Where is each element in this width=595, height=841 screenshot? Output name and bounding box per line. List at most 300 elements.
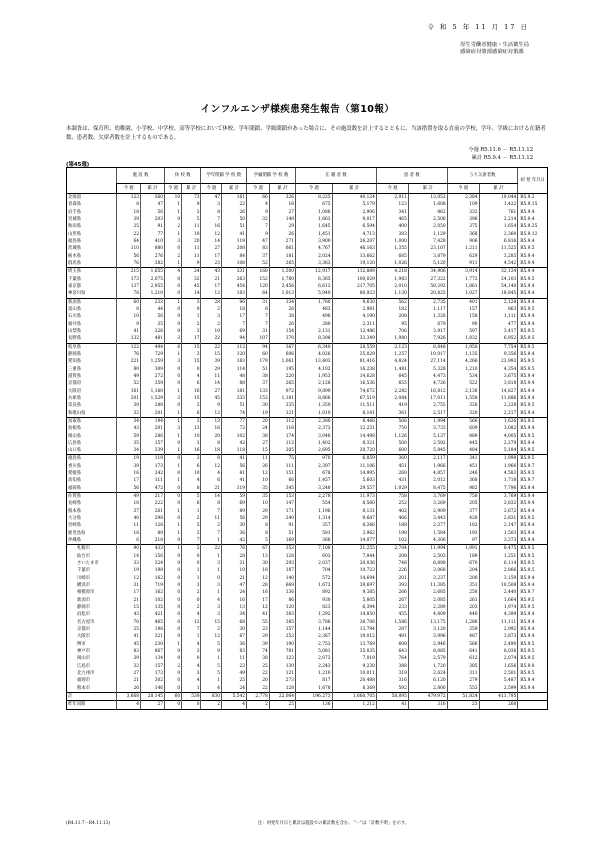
- cell-value: 1,355: [376, 245, 408, 252]
- cell-value: 11,886: [479, 395, 518, 402]
- cell-value: 196,273: [296, 692, 332, 700]
- cell-value: 7: [247, 321, 270, 328]
- cell-value: 367: [269, 343, 295, 351]
- cell-value: 2,685: [408, 589, 447, 596]
- cell-value: 9: [182, 201, 201, 208]
- cell-value: 3,996: [408, 633, 447, 640]
- cell-value: 455: [376, 611, 408, 618]
- cell-value: 2,599: [479, 685, 518, 693]
- cell-value: 279: [447, 677, 479, 684]
- cell-value: 156: [141, 553, 165, 560]
- row-label: 沖縄県: [67, 537, 117, 545]
- cell-value: 496: [296, 313, 332, 320]
- cell-value: 2,490: [479, 641, 518, 648]
- cell-value: 217: [141, 493, 165, 501]
- cell-value: 66: [247, 194, 270, 202]
- cell-value: 685: [376, 253, 408, 260]
- cell-value: 72: [221, 425, 246, 432]
- cell-value: 1,126: [376, 433, 408, 440]
- first-report-date: [518, 692, 548, 700]
- cell-value: 4,542: [479, 260, 518, 268]
- cell-value: 259: [447, 626, 479, 633]
- cell-value: 91: [141, 223, 165, 230]
- row-label: 計: [67, 692, 117, 700]
- cell-value: 7: [201, 508, 222, 515]
- cell-value: 333: [221, 395, 246, 402]
- cell-value: 182: [447, 522, 479, 529]
- cell-value: 158: [447, 313, 479, 320]
- cell-value: 1: [165, 410, 182, 418]
- cell-value: 41: [221, 477, 246, 484]
- cell-value: 341: [447, 455, 479, 463]
- cell-value: 157: [447, 306, 479, 313]
- cell-value: 26: [269, 231, 295, 238]
- table-row: [67, 604, 548, 611]
- col-grade-header: 学年閉鎖 学 校 数: [201, 168, 247, 184]
- cell-value: 24: [221, 685, 246, 693]
- cell-value: 6,114: [479, 560, 518, 567]
- row-label: さいたま市: [67, 560, 117, 567]
- cell-value: 817: [296, 677, 332, 684]
- table-row: [67, 366, 548, 373]
- cell-value: 64: [247, 290, 270, 298]
- sub-cumulative: 累 計: [269, 184, 295, 194]
- cell-value: 1,655: [141, 268, 165, 276]
- first-report-date: R5.9.4: [518, 677, 548, 684]
- cell-value: 4: [182, 641, 201, 648]
- cell-value: 3,879: [408, 253, 447, 260]
- table-row: [67, 648, 548, 655]
- cell-value: 54,140: [479, 283, 518, 290]
- cell-value: 1,292: [296, 611, 332, 618]
- row-label: 愛知県: [67, 358, 117, 365]
- cell-value: 7: [182, 626, 201, 633]
- table-row: [67, 560, 548, 567]
- cell-value: 906: [447, 238, 479, 245]
- cell-value: 566: [376, 417, 408, 425]
- cell-value: 2: [247, 701, 270, 709]
- cell-value: 0: [165, 611, 182, 618]
- cell-value: 368: [447, 231, 479, 238]
- cell-value: 3,248: [296, 485, 332, 493]
- table-row: [67, 328, 548, 335]
- cell-value: 10: [182, 433, 201, 440]
- cell-value: 0: [165, 455, 182, 463]
- cell-value: 12: [201, 463, 222, 470]
- cell-value: 332: [447, 209, 479, 216]
- cell-value: 1,974: [479, 604, 518, 611]
- cell-value: 0: [165, 648, 182, 655]
- cell-value: 76: [117, 351, 141, 358]
- cell-value: 2,279: [479, 440, 518, 447]
- cell-value: 5: [201, 663, 222, 670]
- cell-value: 3: [182, 440, 201, 447]
- cell-value: 169: [269, 537, 295, 545]
- table-row: [67, 633, 548, 640]
- cell-value: 7: [247, 313, 270, 320]
- row-label: 昨年同期: [67, 701, 117, 709]
- cell-value: 95: [376, 321, 408, 328]
- first-report-date: R5.9.5: [518, 366, 548, 373]
- cell-value: 326: [269, 194, 295, 202]
- cell-value: 433: [141, 545, 165, 553]
- cell-value: 14: [117, 553, 141, 560]
- cell-value: 302: [141, 677, 165, 684]
- row-label: 石川県: [67, 313, 117, 320]
- cell-value: 121: [269, 670, 295, 677]
- cell-value: 13,794: [332, 626, 376, 633]
- cell-value: 383: [269, 611, 295, 618]
- cell-value: 566: [447, 417, 479, 425]
- cell-value: 2,373: [296, 425, 332, 432]
- cell-value: 862: [408, 209, 447, 216]
- cell-value: 2,131: [296, 328, 332, 335]
- row-label: 長野県: [67, 335, 117, 343]
- row-label: 宮城県: [67, 216, 117, 223]
- row-label: 千葉市: [67, 567, 117, 574]
- table-row: [67, 500, 548, 507]
- cell-value: 0: [182, 366, 201, 373]
- cell-value: 260: [376, 470, 408, 477]
- cell-value: 12: [201, 633, 222, 640]
- cell-value: 5: [201, 641, 222, 648]
- row-label: 長崎県: [67, 500, 117, 507]
- cell-value: 116: [269, 425, 295, 432]
- cell-value: 25: [117, 626, 141, 633]
- cell-value: 77: [221, 417, 246, 425]
- table-row: [67, 253, 548, 260]
- cell-value: 1: [182, 575, 201, 582]
- cell-value: 41: [221, 455, 246, 463]
- cell-value: 1: [165, 260, 182, 268]
- cell-value: 431: [376, 477, 408, 484]
- col-first-header: 初 発 年月日: [518, 168, 548, 194]
- cell-value: 69: [221, 500, 246, 507]
- cell-value: 597: [447, 328, 479, 335]
- cell-value: 123: [269, 655, 295, 662]
- cell-value: 357: [296, 522, 332, 529]
- cell-value: 240: [269, 515, 295, 522]
- cell-value: 0: [165, 283, 182, 290]
- cell-value: 830: [201, 692, 222, 700]
- cell-value: 7,428: [408, 238, 447, 245]
- cell-value: 137: [117, 283, 141, 290]
- cell-value: 27: [247, 440, 270, 447]
- table-row: [67, 537, 548, 545]
- sub-cumulative: 累 計: [141, 184, 165, 194]
- cell-value: 14,628: [332, 373, 376, 380]
- cell-value: 15: [182, 358, 201, 365]
- cell-value: 1,259: [141, 358, 165, 365]
- first-report-date: R5.9.7: [518, 589, 548, 596]
- cell-value: 16,238: [332, 366, 376, 373]
- cell-value: 271: [269, 238, 295, 245]
- cell-value: 0: [165, 485, 182, 493]
- cell-value: 8,866: [296, 395, 332, 402]
- cell-value: 3: [182, 417, 201, 425]
- cell-value: 16: [182, 447, 201, 455]
- cell-value: 11: [201, 515, 222, 522]
- cell-value: 410: [141, 238, 165, 245]
- cell-value: 678: [296, 470, 332, 477]
- cell-value: 1: [165, 351, 182, 358]
- cell-value: 1,300: [269, 268, 295, 276]
- row-label: 青森県: [67, 201, 117, 208]
- cell-value: 13,662: [332, 253, 376, 260]
- cell-value: 112: [269, 440, 295, 447]
- cell-value: 3,873: [479, 633, 518, 640]
- cell-value: 1: [165, 209, 182, 216]
- cell-value: 3: [182, 209, 201, 216]
- cell-value: 2,866: [479, 567, 518, 574]
- cell-value: 46,163: [332, 245, 376, 252]
- cell-value: 263: [221, 276, 246, 283]
- cell-value: 3: [182, 582, 201, 589]
- cell-value: 276: [141, 253, 165, 260]
- cell-value: 2: [182, 589, 201, 596]
- issuing-organization: [460, 42, 529, 56]
- sub-this-week: 今 週: [247, 184, 270, 194]
- cell-value: 5,949: [296, 290, 332, 298]
- cell-value: 1,586: [376, 619, 408, 626]
- cell-value: 2,753: [296, 641, 332, 648]
- cell-value: 10,017: [408, 351, 447, 358]
- cell-value: 0: [182, 655, 201, 662]
- cell-value: 30: [247, 560, 270, 567]
- cell-value: 5,137: [408, 433, 447, 440]
- cell-value: 67: [221, 633, 246, 640]
- cell-value: 49: [117, 373, 141, 380]
- cell-value: 1,027: [447, 290, 479, 298]
- table-row: [67, 306, 548, 313]
- cell-value: 173: [141, 463, 165, 470]
- cell-value: 120: [221, 351, 246, 358]
- cell-value: 102: [376, 537, 408, 545]
- cell-value: 48: [221, 373, 246, 380]
- cell-value: 645: [376, 373, 408, 380]
- cell-value: 1,780: [269, 276, 295, 283]
- first-report-date: R5.9.5: [518, 306, 548, 313]
- cell-value: 8: [201, 455, 222, 463]
- cell-value: 23: [221, 663, 246, 670]
- table-row: [67, 388, 548, 395]
- table-row: [67, 485, 548, 493]
- cell-value: 823: [296, 604, 332, 611]
- cell-value: 361: [376, 410, 408, 418]
- cell-value: 10: [165, 194, 182, 202]
- cell-value: 1: [165, 433, 182, 440]
- table-row: [67, 545, 548, 553]
- cell-value: 3,068: [408, 567, 447, 574]
- cell-value: 148: [269, 216, 295, 223]
- cell-value: 51: [247, 366, 270, 373]
- cell-value: 29: [201, 366, 222, 373]
- cell-value: 2: [201, 626, 222, 633]
- cell-value: 661: [269, 245, 295, 252]
- cell-value: 74,672: [332, 388, 376, 395]
- cell-value: 136: [269, 589, 295, 596]
- cell-value: 2: [182, 545, 201, 553]
- cell-value: 13: [182, 425, 201, 432]
- cell-value: 0: [165, 560, 182, 567]
- cell-value: 109: [447, 201, 479, 208]
- cell-value: 0: [165, 328, 182, 335]
- cell-value: 2,367: [296, 633, 332, 640]
- cell-value: 331: [221, 268, 246, 276]
- cell-value: 2: [165, 223, 182, 230]
- cell-value: 2,624: [408, 670, 447, 677]
- cell-value: 5,081: [296, 648, 332, 655]
- table-row: [67, 321, 548, 328]
- cell-value: 41: [117, 633, 141, 640]
- cell-value: 28: [247, 582, 270, 589]
- cell-value: 18,845: [479, 290, 518, 298]
- cell-value: 9: [201, 648, 222, 655]
- cell-value: 1,584: [408, 530, 447, 537]
- cell-value: 32: [247, 216, 270, 223]
- footnote-note: 注：初発年月日と累計は施設での累計数を含む。 "－"は「計数不明」を示す。: [258, 821, 410, 826]
- cell-value: 3,237: [408, 575, 447, 582]
- cell-value: 6,859: [332, 455, 376, 463]
- cell-value: 2,117: [408, 455, 447, 463]
- cell-value: 1,359: [296, 402, 332, 409]
- cell-value: 451: [376, 463, 408, 470]
- row-label: 高知県: [67, 477, 117, 484]
- cell-value: 1,780: [296, 298, 332, 306]
- cell-value: 181: [269, 253, 295, 260]
- cell-value: 265: [269, 380, 295, 387]
- cell-value: 1,672: [296, 582, 332, 589]
- cell-value: 2,704: [376, 545, 408, 553]
- cell-value: 29: [247, 508, 270, 515]
- cell-value: 445: [447, 440, 479, 447]
- cell-value: 28,145: [141, 692, 165, 700]
- cell-value: 16: [117, 470, 141, 477]
- cell-value: 3,443: [408, 515, 447, 522]
- cell-value: 201: [141, 425, 165, 432]
- cell-value: 1,718: [479, 477, 518, 484]
- cell-value: 19,120: [332, 260, 376, 268]
- table-row: [67, 245, 548, 252]
- cell-value: 123: [117, 194, 141, 202]
- cell-value: 286: [141, 433, 165, 440]
- cell-value: 253: [269, 633, 295, 640]
- cell-value: 2,360: [479, 231, 518, 238]
- cell-value: 581: [296, 530, 332, 537]
- cell-value: 4,306: [408, 537, 447, 545]
- first-report-date: R5.9.4: [518, 493, 548, 501]
- row-label: 大分県: [67, 515, 117, 522]
- row-label: 香川県: [67, 463, 117, 470]
- row-label: 岡山市: [67, 655, 117, 662]
- cell-value: 0: [165, 597, 182, 604]
- cell-value: 221: [117, 358, 141, 365]
- cell-value: 69: [221, 328, 246, 335]
- cell-value: 4: [182, 663, 201, 670]
- row-label: 愛媛県: [67, 470, 117, 477]
- cell-value: 20: [182, 238, 201, 245]
- cell-value: 20,720: [332, 447, 376, 455]
- first-report-date: R5.9.4: [518, 253, 548, 260]
- cell-value: 3,818: [479, 380, 518, 387]
- cell-value: 11,994: [408, 545, 447, 553]
- row-label: 和歌山県: [67, 410, 117, 418]
- row-label: 福岡市: [67, 677, 117, 684]
- cell-value: 14,995: [332, 470, 376, 477]
- row-label: 広島県: [67, 440, 117, 447]
- table-row: [67, 351, 548, 358]
- cell-value: 1,130: [376, 290, 408, 298]
- cell-value: 201: [376, 575, 408, 582]
- cell-value: 5,487: [479, 677, 518, 684]
- cell-value: 1,086: [296, 209, 332, 216]
- cell-value: 0: [165, 575, 182, 582]
- cell-value: 8,475: [479, 545, 518, 553]
- cell-value: 2,377: [408, 522, 447, 529]
- report-date: 令 和 5 年 11 月 17 日: [427, 23, 529, 31]
- table-row: [67, 447, 548, 455]
- cell-value: 16: [247, 589, 270, 596]
- first-report-date: R5.9.5: [518, 597, 548, 604]
- cell-value: 2: [201, 306, 222, 313]
- cell-value: 4: [201, 597, 222, 604]
- first-report-date: R5.9.4: [518, 619, 548, 626]
- first-report-date: R5.9.5: [518, 447, 548, 455]
- cell-value: 7,844: [332, 553, 376, 560]
- first-report-date: R5.9.4: [518, 268, 548, 276]
- cell-value: 217,705: [332, 283, 376, 290]
- cell-value: 83: [221, 648, 246, 655]
- cell-value: 16: [201, 223, 222, 230]
- cell-value: 1,212: [332, 701, 376, 709]
- cell-value: 3: [201, 582, 222, 589]
- cell-value: 41: [221, 231, 246, 238]
- cell-value: 3,900: [296, 238, 332, 245]
- cell-value: 5: [182, 216, 201, 223]
- cell-value: 40,124: [332, 194, 376, 202]
- cell-value: 100,029: [332, 276, 376, 283]
- cell-value: 1: [201, 589, 222, 596]
- cell-value: 47: [247, 238, 270, 245]
- row-label: 三重県: [67, 366, 117, 373]
- cell-value: 2: [165, 253, 182, 260]
- table-row: [67, 343, 548, 351]
- cell-value: 484: [447, 447, 479, 455]
- table-row: [67, 425, 548, 432]
- first-report-date: R5.9.4: [518, 283, 548, 290]
- cell-value: 10,044: [479, 194, 518, 202]
- cell-value: 8: [201, 440, 222, 447]
- first-report-date: R5.9.4: [518, 216, 548, 223]
- cell-value: 32: [117, 663, 141, 670]
- cell-value: 2: [201, 522, 222, 529]
- cell-value: 218: [141, 537, 165, 545]
- report-table: [66, 167, 548, 710]
- first-report-date: R5.9.4: [518, 388, 548, 395]
- cell-value: 19,012: [332, 633, 376, 640]
- cell-value: 353: [269, 545, 295, 553]
- cell-value: 7: [247, 223, 270, 230]
- sub-cumulative: 累 計: [479, 184, 518, 194]
- cell-value: 8: [247, 530, 270, 537]
- cell-value: 3,046: [296, 433, 332, 440]
- cell-value: 42: [221, 440, 246, 447]
- cell-value: 377: [447, 508, 479, 515]
- cell-value: 1,656: [479, 663, 518, 670]
- cell-value: 56: [221, 463, 246, 470]
- cell-value: 7,796: [479, 485, 518, 493]
- cell-value: 13,769: [332, 641, 376, 648]
